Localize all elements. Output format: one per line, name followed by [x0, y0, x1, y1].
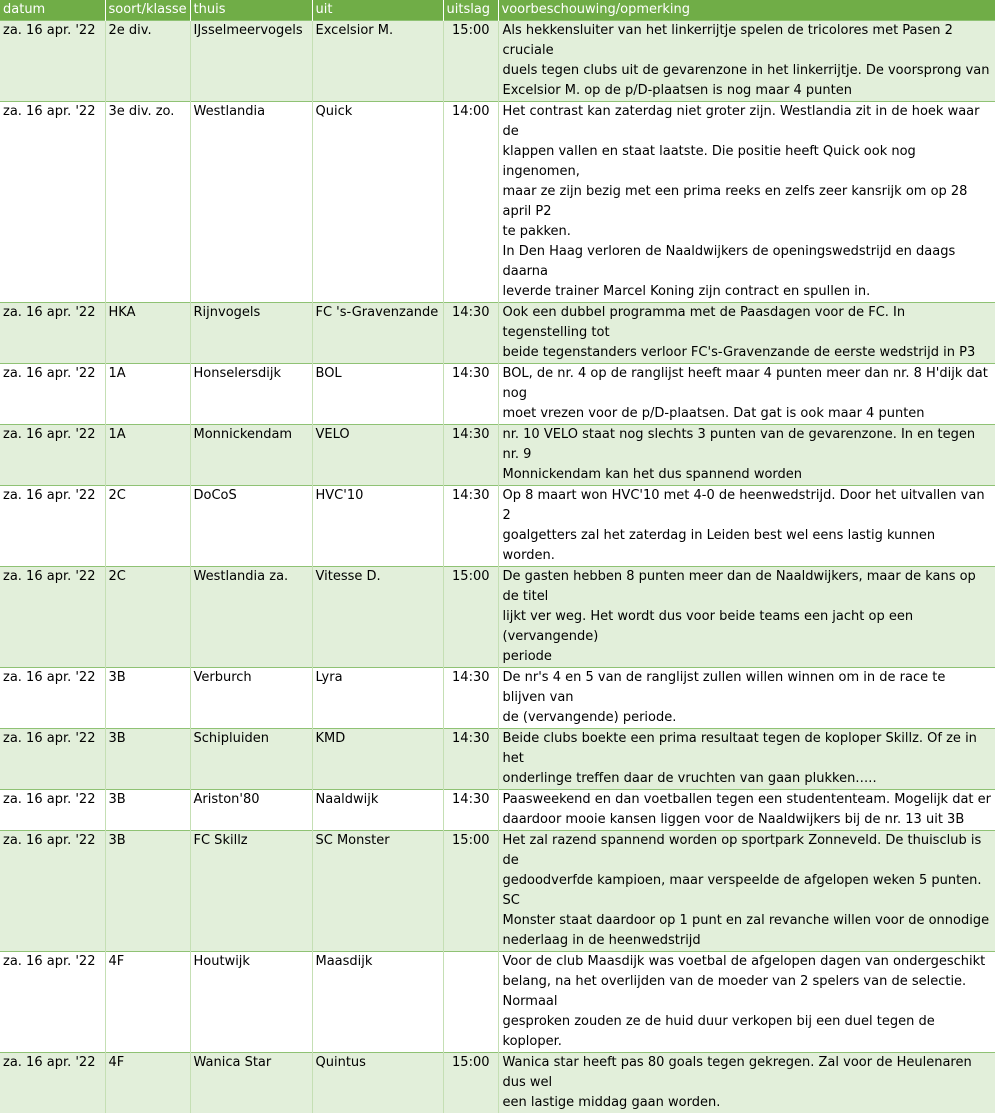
- cell-soort-klasse[interactable]: 3B: [105, 790, 190, 831]
- opmerking-line: maar ze zijn bezig met een prima reeks en zelfs zeer kansrijk om op 28 april P2: [503, 182, 992, 222]
- cell-uitslag[interactable]: 15:00: [443, 21, 498, 102]
- cell-uitslag[interactable]: 14:30: [443, 364, 498, 425]
- opmerking-line: gesproken zouden ze de huid duur verkopen bij een duel tegen de koploper.: [503, 1012, 992, 1052]
- cell-opmerking[interactable]: [498, 303, 995, 364]
- cell-uit[interactable]: Quintus: [312, 1053, 443, 1113]
- cell-thuis[interactable]: Rijnvogels: [190, 303, 312, 364]
- cell-thuis[interactable]: IJsselmeervogels: [190, 21, 312, 102]
- opmerking-line: Als hekkensluiter van het linkerrijtje spelen de tricolores met Pasen 2 cruciale: [503, 21, 992, 61]
- cell-datum[interactable]: za. 16 apr. '22: [0, 831, 105, 952]
- table-row: [0, 729, 995, 790]
- cell-uit[interactable]: FC 's-Gravenzande: [312, 303, 443, 364]
- cell-opmerking[interactable]: [498, 831, 995, 952]
- cell-thuis[interactable]: Wanica Star: [190, 1053, 312, 1113]
- cell-soort-klasse[interactable]: 3B: [105, 831, 190, 952]
- opmerking-line: Het zal razend spannend worden op sportpark Zonneveld. De thuisclub is de: [503, 831, 992, 871]
- cell-soort-klasse[interactable]: 2C: [105, 486, 190, 567]
- cell-soort-klasse[interactable]: 3e div. zo.: [105, 102, 190, 303]
- table-row: [0, 303, 995, 364]
- table-row: [0, 790, 995, 831]
- opmerking-line: leverde trainer Marcel Koning zijn contract en spullen in.: [503, 282, 992, 302]
- cell-uitslag[interactable]: 14:30: [443, 668, 498, 729]
- cell-thuis[interactable]: Westlandia za.: [190, 567, 312, 668]
- cell-uitslag[interactable]: 14:30: [443, 790, 498, 831]
- header-uit[interactable]: uit: [312, 0, 443, 21]
- cell-thuis[interactable]: Verburch: [190, 668, 312, 729]
- cell-thuis[interactable]: Ariston'80: [190, 790, 312, 831]
- opmerking-line: klappen vallen en staat laatste. Die positie heeft Quick ook nog ingenomen,: [503, 142, 992, 182]
- cell-uit[interactable]: Lyra: [312, 668, 443, 729]
- cell-thuis[interactable]: Houtwijk: [190, 952, 312, 1053]
- cell-soort-klasse[interactable]: 3B: [105, 668, 190, 729]
- cell-uit[interactable]: Naaldwijk: [312, 790, 443, 831]
- cell-thuis[interactable]: DoCoS: [190, 486, 312, 567]
- header-uitslag[interactable]: uitslag: [443, 0, 498, 21]
- cell-datum[interactable]: za. 16 apr. '22: [0, 1053, 105, 1113]
- cell-uitslag[interactable]: 14:30: [443, 729, 498, 790]
- cell-thuis[interactable]: Schipluiden: [190, 729, 312, 790]
- cell-uitslag[interactable]: 15:00: [443, 567, 498, 668]
- opmerking-line: Het contrast kan zaterdag niet groter zijn. Westlandia zit in de hoek waar de: [503, 102, 992, 142]
- cell-opmerking[interactable]: [498, 425, 995, 486]
- cell-thuis[interactable]: Westlandia: [190, 102, 312, 303]
- table-row: [0, 364, 995, 425]
- cell-uit[interactable]: KMD: [312, 729, 443, 790]
- opmerking-line: goalgetters zal het zaterdag in Leiden best wel eens lastig kunnen worden.: [503, 526, 992, 566]
- opmerking-line: duels tegen clubs uit de gevarenzone in het linkerrijtje. De voorsprong van: [503, 61, 992, 81]
- cell-opmerking[interactable]: [498, 21, 995, 102]
- opmerking-line: onderlinge treffen daar de vruchten van gaan plukken…..: [503, 769, 992, 789]
- opmerking-line: Wanica star heeft pas 80 goals tegen gekregen. Zal voor de Heulenaren dus wel: [503, 1053, 992, 1093]
- opmerking-line: daardoor mooie kansen liggen voor de Naaldwijkers bij de nr. 13 uit 3B: [503, 810, 992, 830]
- cell-opmerking[interactable]: [498, 790, 995, 831]
- cell-soort-klasse[interactable]: 4F: [105, 1053, 190, 1113]
- cell-datum[interactable]: za. 16 apr. '22: [0, 364, 105, 425]
- cell-datum[interactable]: za. 16 apr. '22: [0, 952, 105, 1053]
- cell-uitslag[interactable]: 15:00: [443, 1053, 498, 1113]
- opmerking-line: De gasten hebben 8 punten meer dan de Naaldwijkers, maar de kans op de titel: [503, 567, 992, 607]
- cell-datum[interactable]: za. 16 apr. '22: [0, 303, 105, 364]
- cell-uit[interactable]: BOL: [312, 364, 443, 425]
- opmerking-line: Monster staat daardoor op 1 punt en zal revanche willen voor de onnodige: [503, 911, 992, 931]
- cell-datum[interactable]: za. 16 apr. '22: [0, 729, 105, 790]
- cell-opmerking[interactable]: [498, 952, 995, 1053]
- opmerking-line: De nr's 4 en 5 van de ranglijst zullen willen winnen om in de race te blijven van: [503, 668, 992, 708]
- cell-uitslag[interactable]: 14:30: [443, 486, 498, 567]
- cell-opmerking[interactable]: [498, 102, 995, 303]
- table-row: [0, 1053, 995, 1113]
- cell-datum[interactable]: za. 16 apr. '22: [0, 21, 105, 102]
- opmerking-line: lijkt ver weg. Het wordt dus voor beide teams een jacht op een (vervangende): [503, 607, 992, 647]
- cell-opmerking[interactable]: [498, 486, 995, 567]
- cell-opmerking[interactable]: [498, 668, 995, 729]
- cell-thuis[interactable]: Honselersdijk: [190, 364, 312, 425]
- cell-uitslag[interactable]: 15:00: [443, 831, 498, 952]
- table-row: [0, 102, 995, 303]
- table-row: [0, 952, 995, 1053]
- opmerking-line: een lastige middag gaan worden.: [503, 1093, 992, 1113]
- table-row: [0, 425, 995, 486]
- opmerking-line: de (vervangende) periode.: [503, 708, 992, 728]
- cell-uit[interactable]: Maasdijk: [312, 952, 443, 1053]
- opmerking-line: BOL, de nr. 4 op de ranglijst heeft maar 4 punten meer dan nr. 8 H'dijk dat nog: [503, 364, 992, 404]
- cell-datum[interactable]: za. 16 apr. '22: [0, 567, 105, 668]
- opmerking-line: In Den Haag verloren de Naaldwijkers de openingswedstrijd en daags daarna: [503, 242, 992, 282]
- opmerking-line: Paasweekend en dan voetballen tegen een studententeam. Mogelijk dat er: [503, 790, 992, 810]
- opmerking-line: Ook een dubbel programma met de Paasdagen voor de FC. In tegenstelling tot: [503, 303, 992, 343]
- cell-uit[interactable]: Quick: [312, 102, 443, 303]
- opmerking-line: te pakken.: [503, 222, 992, 242]
- cell-uit[interactable]: Excelsior M.: [312, 21, 443, 102]
- cell-uitslag[interactable]: [443, 952, 498, 1053]
- cell-soort-klasse[interactable]: 4F: [105, 952, 190, 1053]
- opmerking-line: Excelsior M. op de p/D-plaatsen is nog maar 4 punten: [503, 81, 992, 101]
- opmerking-line: Op 8 maart won HVC'10 met 4-0 de heenwedstrijd. Door het uitvallen van 2: [503, 486, 992, 526]
- header-datum[interactable]: datum: [0, 0, 105, 21]
- cell-soort-klasse[interactable]: HKA: [105, 303, 190, 364]
- header-soort-klasse[interactable]: soort/klasse: [105, 0, 190, 21]
- cell-uitslag[interactable]: 14:30: [443, 303, 498, 364]
- cell-soort-klasse[interactable]: 2C: [105, 567, 190, 668]
- cell-opmerking[interactable]: [498, 567, 995, 668]
- header-opmerking[interactable]: voorbeschouwing/opmerking: [498, 0, 995, 21]
- cell-thuis[interactable]: Monnickendam: [190, 425, 312, 486]
- opmerking-line: Monnickendam kan het dus spannend worden: [503, 465, 992, 485]
- cell-datum[interactable]: za. 16 apr. '22: [0, 668, 105, 729]
- table-row: [0, 486, 995, 567]
- cell-opmerking[interactable]: [498, 729, 995, 790]
- opmerking-line: Voor de club Maasdijk was voetbal de afgelopen dagen van ondergeschikt: [503, 952, 992, 972]
- opmerking-line: beide tegenstanders verloor FC's-Gravenzande de eerste wedstrijd in P3: [503, 343, 992, 363]
- opmerking-line: Beide clubs boekte een prima resultaat tegen de koploper Skillz. Of ze in het: [503, 729, 992, 769]
- opmerking-line: nederlaag in de heenwedstrijd: [503, 931, 992, 951]
- header-thuis[interactable]: thuis: [190, 0, 312, 21]
- opmerking-line: moet vrezen voor de p/D-plaatsen. Dat gat is ook maar 4 punten: [503, 404, 992, 424]
- cell-uit[interactable]: Vitesse D.: [312, 567, 443, 668]
- cell-uitslag[interactable]: 14:00: [443, 102, 498, 303]
- table-row: [0, 668, 995, 729]
- cell-datum[interactable]: za. 16 apr. '22: [0, 102, 105, 303]
- cell-uit[interactable]: HVC'10: [312, 486, 443, 567]
- cell-soort-klasse[interactable]: 2e div.: [105, 21, 190, 102]
- header-row: [0, 0, 995, 21]
- opmerking-line: belang, na het overlijden van de moeder van 2 spelers van de selectie. Normaal: [503, 972, 992, 1012]
- cell-datum[interactable]: za. 16 apr. '22: [0, 790, 105, 831]
- cell-soort-klasse[interactable]: 1A: [105, 364, 190, 425]
- table-row: [0, 831, 995, 952]
- cell-opmerking[interactable]: [498, 364, 995, 425]
- cell-thuis[interactable]: FC Skillz: [190, 831, 312, 952]
- opmerking-line: periode: [503, 647, 992, 667]
- cell-uit[interactable]: SC Monster: [312, 831, 443, 952]
- cell-soort-klasse[interactable]: 1A: [105, 425, 190, 486]
- table-row: [0, 21, 995, 102]
- cell-opmerking[interactable]: [498, 1053, 995, 1113]
- cell-soort-klasse[interactable]: 3B: [105, 729, 190, 790]
- table-row: [0, 567, 995, 668]
- cell-uit[interactable]: VELO: [312, 425, 443, 486]
- cell-datum[interactable]: za. 16 apr. '22: [0, 486, 105, 567]
- opmerking-line: gedoodverfde kampioen, maar verspeelde de afgelopen weken 5 punten. SC: [503, 871, 992, 911]
- opmerking-line: nr. 10 VELO staat nog slechts 3 punten van de gevarenzone. In en tegen nr. 9: [503, 425, 992, 465]
- cell-datum[interactable]: za. 16 apr. '22: [0, 425, 105, 486]
- cell-uitslag[interactable]: 14:30: [443, 425, 498, 486]
